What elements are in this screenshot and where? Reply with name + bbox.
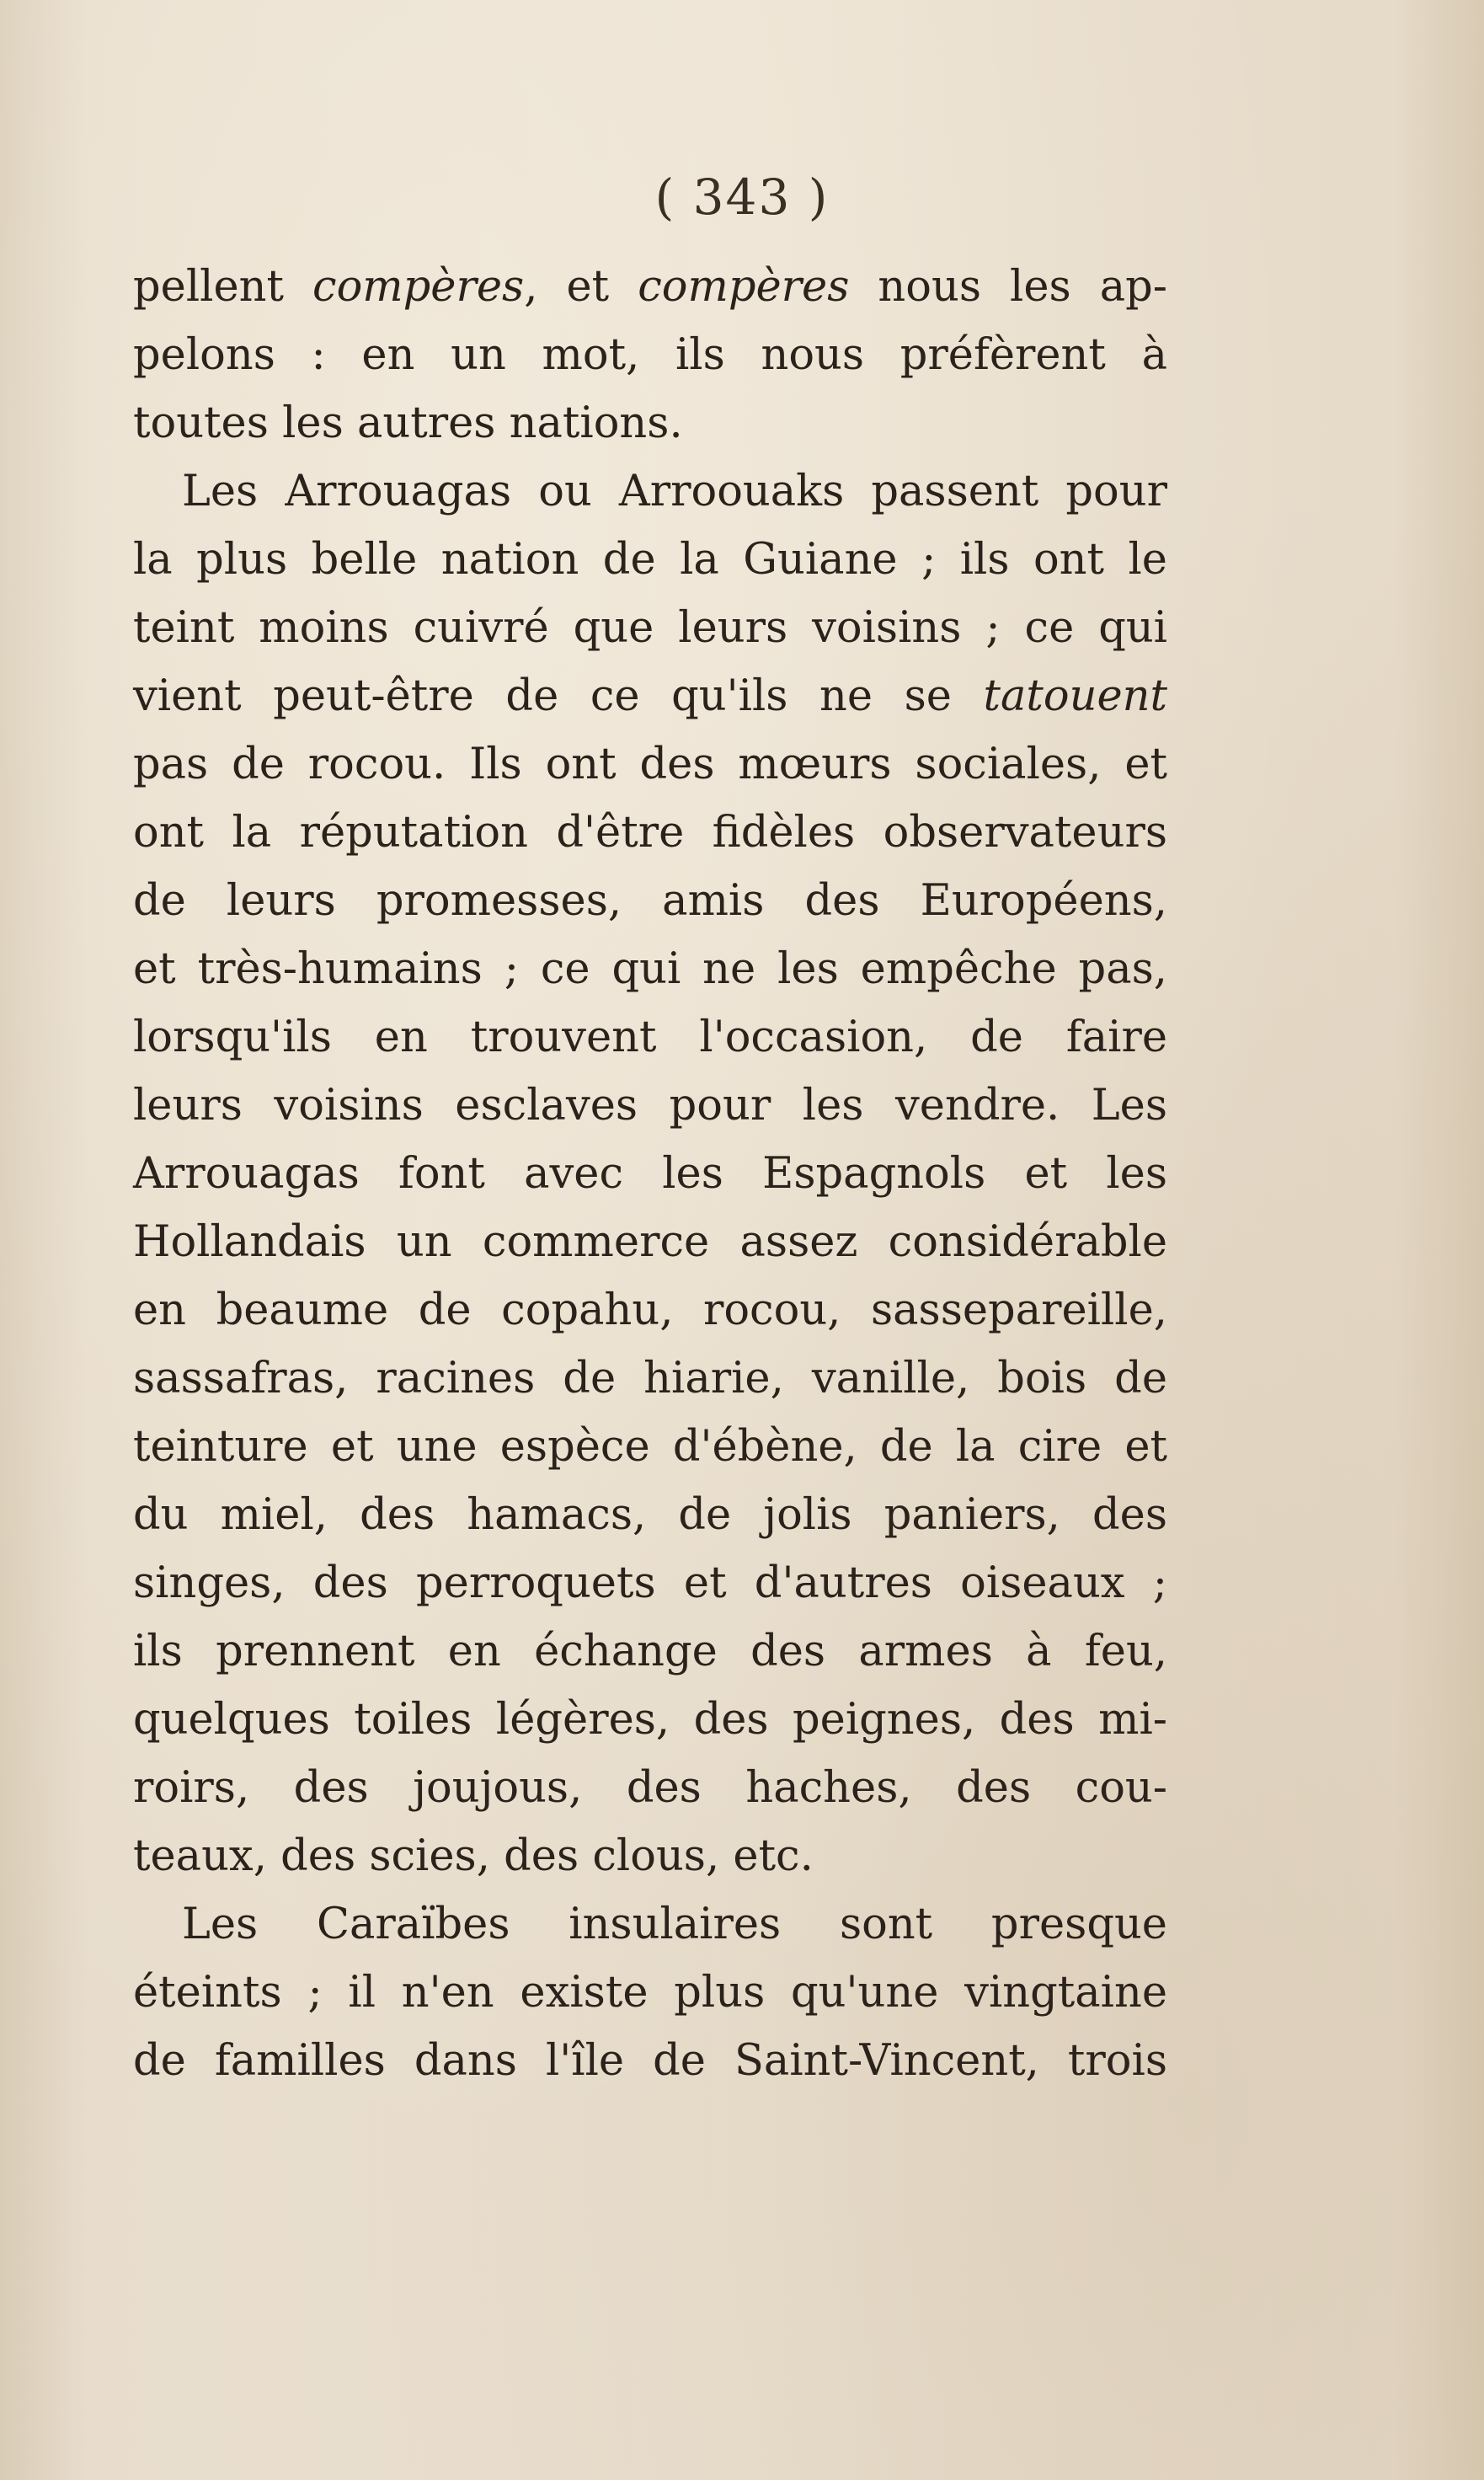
text-line: Arrouagas font avec les Espagnols et les [133,1149,1167,1199]
text-line: en beaume de copahu, rocou, sassepareille, [133,1285,1167,1335]
text-line: teinture et une espèce d'ébène, de la cire et [133,1422,1167,1472]
text-line: et très-humains ; ce qui ne les empêche pas, [133,944,1167,994]
text-line: quelques toiles légères, des peignes, des mi- [133,1695,1167,1745]
text-line: vient peut-être de ce qu'ils ne se tatouent [133,671,1167,721]
text-line: pas de rocou. Ils ont des mœurs sociales, et [133,740,1167,789]
text-line: toutes les autres nations. [133,398,683,448]
text-line: du miel, des hamacs, de jolis paniers, des [133,1490,1167,1540]
text-line: la plus belle nation de la Guiane ; ils ont le [133,535,1167,585]
text-line: éteints ; il n'en existe plus qu'une vingtaine [133,1968,1167,2018]
text-line: lorsqu'ils en trouvent l'occasion, de faire [133,1013,1167,1062]
text-line: roirs, des joujous, des haches, des cou- [133,1763,1167,1813]
body-text [133,253,1167,2095]
text-line: Hollandais un commerce assez considérable [133,1217,1167,1267]
text-line: de familles dans l'île de Saint-Vincent, trois [133,2036,1167,2086]
text-line: teint moins cuivré que leurs voisins ; ce qui [133,603,1167,653]
text-line: singes, des perroquets et d'autres oiseaux ; [133,1558,1167,1608]
text-line: ont la réputation d'être fidèles observateurs [133,808,1167,858]
text-line: de leurs promesses, amis des Européens, [133,876,1167,926]
text-line: pelons : en un mot, ils nous préfèrent à [133,330,1167,380]
page-number: ( 343 ) [654,168,830,226]
text-line: ils prennent en échange des armes à feu, [133,1627,1167,1676]
text-line: pellent compères, et compères nous les ap- [133,262,1168,312]
paragraph-first-line: Les Caraïbes insulaires sont presque [182,1900,1167,1949]
text-line: sassafras, racines de hiarie, vanille, bois de [133,1354,1167,1403]
paragraph-first-line: Les Arrouagas ou Arroouaks passent pour [182,467,1167,516]
text-line: leurs voisins esclaves pour les vendre. Les [133,1081,1167,1130]
text-line: teaux, des scies, des clous, etc. [133,1831,814,1881]
